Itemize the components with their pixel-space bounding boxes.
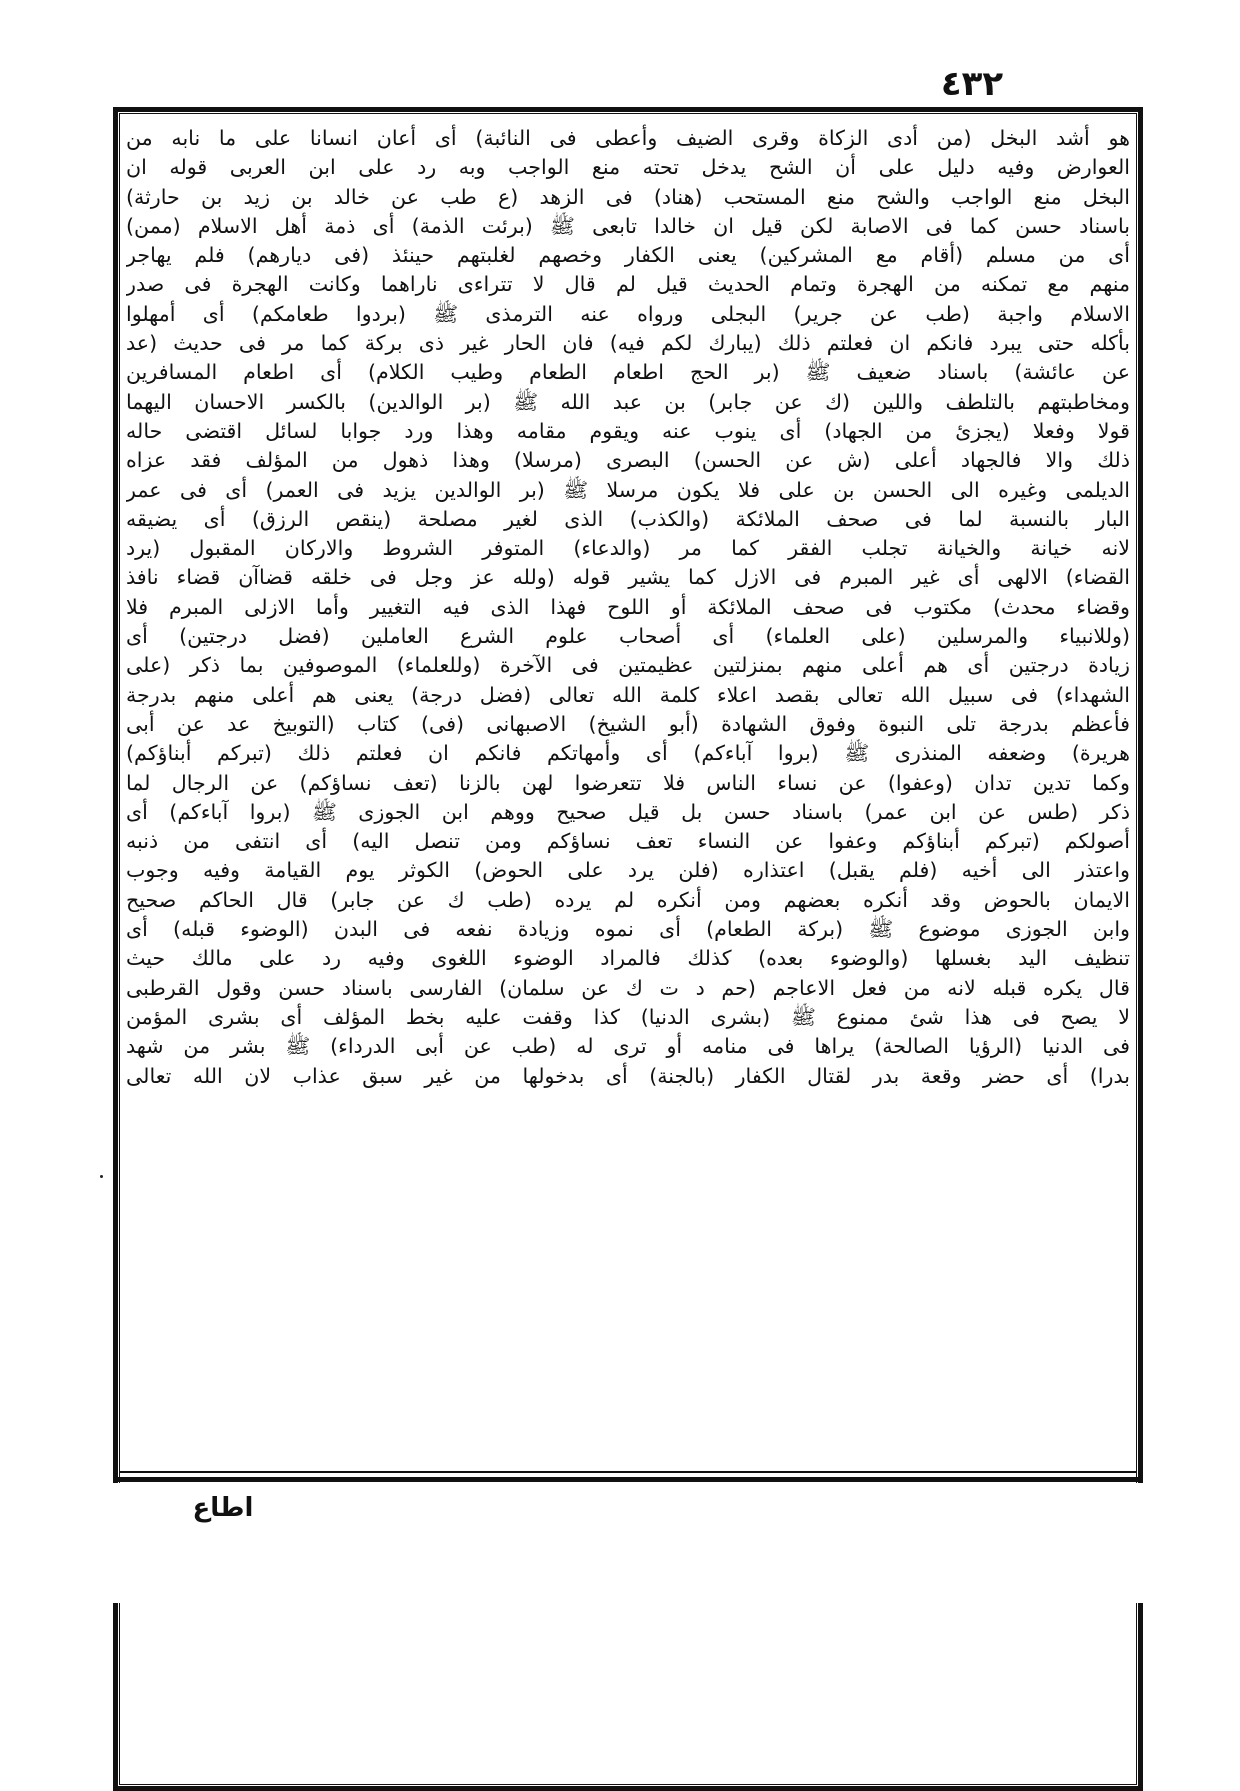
text-line: ذلك والا فالجهاد أعلى (ش عن الحسن) البصرى (مرسلا) وهذا ذهول من المؤلف فقد عزاه [126,448,1130,473]
text-line: القضاء) الالهى أى غير المبرم فى الازل كما يشير قوله (ولله عز وجل فى خلقه قضاآن قضاء نافذ [126,565,1130,590]
main-text [126,124,1130,1091]
text-line: (وللانبياء والمرسلين (على العلماء) أى أصحاب علوم الشرع العاملين (فضل درجتين) أى [126,624,1130,649]
text-line: هو أشد البخل (من أدى الزكاة وقرى الضيف وأعطى فى النائبة) أى أعان انسانا على ما نابه من [126,126,1130,150]
text-line: وقضاء محدث) مكتوب فى صحف الملائكة أو اللوح فهذا الذى فيه التغيير وأما الازلى المبرم فلا [126,594,1130,619]
text-line: الديلمى وغيره الى الحسن بن على فلا يكون مرسلا ﷺ (بر الوالدين يزيد فى العمر) أى فى عمر [126,477,1130,502]
text-line: الاسلام واجبة (طب عن جرير) البجلى ورواه عنه الترمذى ﷺ (بردوا طعامكم) أى أمهلوا [126,301,1130,326]
page-frame-bottom [113,1477,1143,1482]
text-line: بأكله حتى يبرد فانكم ان فعلتم ذلك (يبارك لكم فيه) فان الحار غير ذى بركة كما مر فى حديث (عد [126,331,1130,356]
text-line: عن عائشة) باسناد ضعيف ﷺ (بر الحج اطعام الطعام وطيب الكلام) أى اطعام المسافرين [126,360,1130,385]
text-line: البخل منع الواجب والشح منع المستحب (هناد) فى الزهد (ع طب عن خالد بن زيد بن حارثة) [126,184,1130,209]
text-line: وابن الجوزى موضوع ﷺ (بركة الطعام) أى نموه وزيادة نفعه فى البدن (الوضوء قبله) أى [126,917,1130,942]
text-line: هريرة) وضعفه المنذرى ﷺ (بروا آباءكم) أى وأمهاتكم فانكم ان فعلتم ذلك (تبركم أبناؤكم) [126,741,1130,766]
text-line: بدرا) أى حضر وقعة بدر لقتال الكفار (بالجنة) أى بدخولها من غير سبق عذاب لان الله تعالى [126,1063,1130,1088]
text-line: تنظيف اليد بغسلها (والوضوء بعده) كذلك فالمراد الوضوء اللغوى وفيه رد على مالك حيث [126,946,1130,971]
text-line: واعتذر الى أخيه (فلم يقبل) اعتذاره (فلن يرد على الحوض) الكوثر يوم القيامة وفيه وجوب [126,858,1130,883]
text-line: أى من مسلم (أقام مع المشركين) يعنى الكفار وخصهم لغلبتهم حينئذ (فى ديارهم) فلم يهاجر [126,243,1130,268]
text-line: باسناد حسن كما فى الاصابة لكن قيل ان خالدا تابعى ﷺ (برئت الذمة) أى ذمة أهل الاسلام (ممن) [126,213,1130,238]
text-line: لا يصح فى هذا شئ ممنوع ﷺ (بشرى الدنيا) كذا وقفت عليه بخط المؤلف أى بشرى المؤمن [126,1004,1130,1029]
text-line: الايمان بالحوض وقد أنكره بعضهم ومن أنكره لم يرده (طب ك عن جابر) قال الحاكم صحيح [126,887,1130,912]
text-line: فأعظم بدرجة تلى النبوة وفوق الشهادة (أبو الشيخ) الاصبهانى (فى) كتاب (التوبيخ عد عن أبى [126,711,1130,736]
text-line: وكما تدين تدان (وعفوا) عن نساء الناس فلا تتعرضوا لهن بالزنا (تعف نساؤكم) عن الرجال لما [126,770,1130,795]
text-line: لانه خيانة والخيانة تجلب الفقر كما مر (والدعاء) المتوفر الشروط والاركان المقبول (يرد [126,536,1130,561]
text-line: قال يكره قبله لانه من فعل الاعاجم (حم د ت ك عن سلمان) الفارسى باسناد حسن وقول القرطبى [126,975,1130,1000]
text-line: زيادة درجتين أى هم أعلى منهم بمنزلتين عظيمتين فى الآخرة (وللعلماء) الموصوفين بما ذكر (على [126,653,1130,678]
page-number: ٤٣٢ [940,64,1004,104]
text-line: الشهداء) فى سبيل الله تعالى بقصد اعلاء كلمة الله تعالى (فضل درجة) يعنى هم أعلى منهم بدرجة [126,682,1130,707]
page-frame-bottom-inner [119,1471,1137,1473]
text-line: ذكر (طس عن ابن عمر) باسناد حسن بل قيل صحيح ووهم ابن الجوزى ﷺ (بروا آباءكم) أى [126,799,1130,824]
text-line: فى الدنيا (الرؤيا الصالحة) يراها فى منامه أو ترى له (طب عن أبى الدرداء) ﷺ بشر من شهد [126,1034,1130,1059]
text-line: قولا وفعلا (يجزئ من الجهاد) أى ينوب عنه ويقوم مقامه وهذا ورد جوابا لسائل اقتضى حاله [126,418,1130,443]
text-line: أصولكم (تبركم أبناؤكم وعفوا عن النساء تعف نساؤكم ومن تنصل اليه) أى انتفى من ذنبه [126,829,1130,854]
catchword: اطاع [192,1493,254,1523]
text-line: ومخاطبتهم بالتلطف واللين (ك عن جابر) بن عبد الله ﷺ (بر الوالدين) بالكسر الاحسان اليهما [126,389,1130,414]
text-line: العوارض وفيه دليل على أن الشح يدخل تحته منع الواجب وبه رد على ابن العربى قوله ان [126,155,1130,180]
margin-mark [100,1175,103,1178]
text-line: منهم مع تمكنه من الهجرة وتمام الحديث قيل لم قال لا تتراءى ناراهما وكانت الهجرة فى صدر [126,272,1130,297]
text-line: البار بالنسبة لما فى صحف الملائكة (والكذب) الذى لغير مصلحة (ينقص الرزق) أى يضيقه [126,506,1130,531]
